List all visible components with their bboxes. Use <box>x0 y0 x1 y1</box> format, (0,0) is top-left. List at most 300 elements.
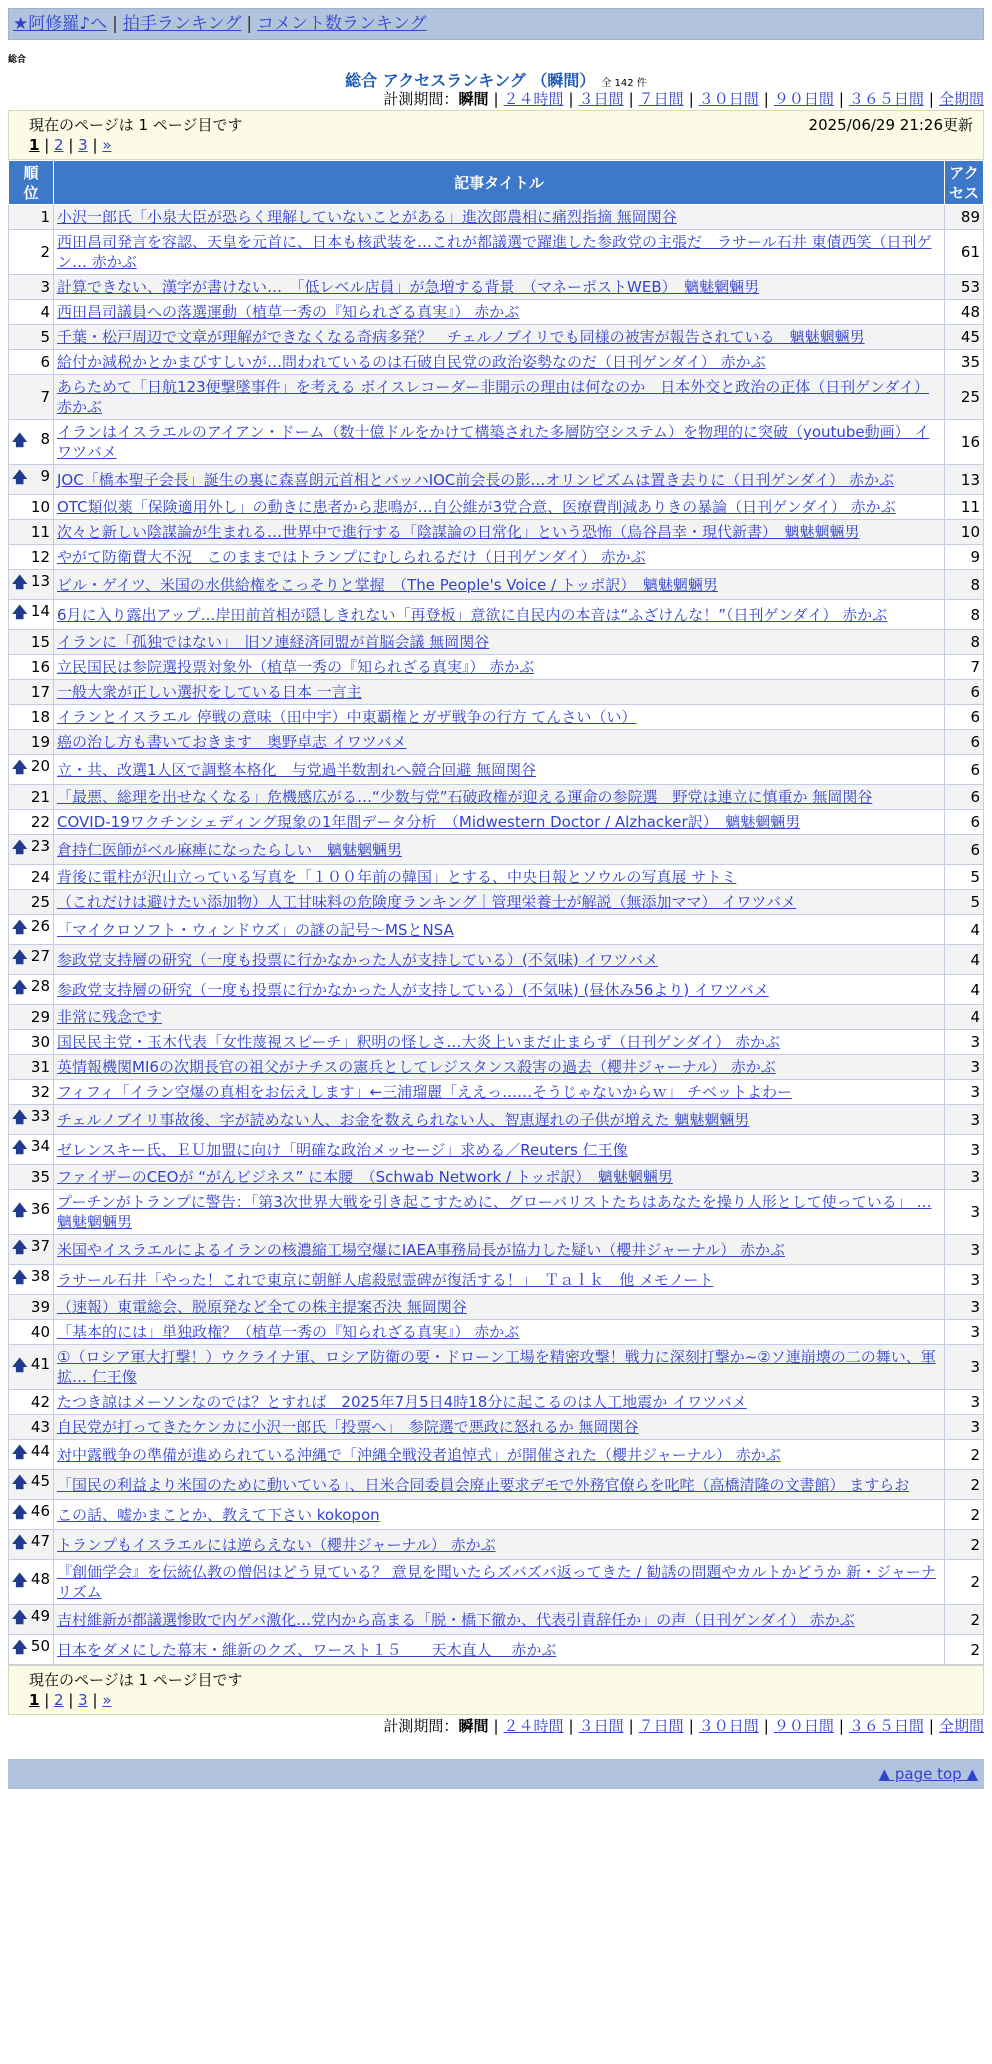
article-link[interactable]: ラサール石井「やった！これで東京に朝鮮人虐殺慰霊碑が復活する！」 Ｔａｌｋ 他 メモノート <box>57 1270 714 1289</box>
table-row <box>9 1635 984 1665</box>
rank-number: 30 <box>30 1033 50 1051</box>
title-cell <box>54 600 945 630</box>
rank-number: 10 <box>30 498 50 516</box>
rank-cell <box>9 755 54 785</box>
period-link[interactable]: ３日間 <box>578 90 624 108</box>
table-row <box>9 1605 984 1635</box>
article-link[interactable]: 次々と新しい陰謀論が生まれる…世界中で進行する「陰謀論の日常化」という恐怖（烏谷昌幸・現代新書） 魑魅魍魎男 <box>57 523 860 541</box>
rank-number: 48 <box>30 1569 50 1588</box>
title-cell <box>54 1055 945 1080</box>
title-cell <box>54 1470 945 1500</box>
table-row <box>9 520 984 545</box>
period-label: 計測期間： <box>383 1717 459 1735</box>
access-count: 48 <box>945 300 984 325</box>
article-link[interactable]: チェルノブイリ事故後、字が読めない人、お金を数えられない人、智恵遅れの子供が増えた 魑魅魍魎男 <box>57 1110 750 1129</box>
period-link[interactable]: ３日間 <box>578 1717 624 1735</box>
article-link[interactable]: （速報）東電総会、脱原発など全ての株主提案否決 無岡関谷 <box>57 1298 467 1316</box>
title-cell <box>54 915 945 945</box>
pager-current-page: 1 <box>29 1691 40 1709</box>
arrow-up-icon: 🡅 <box>12 1200 28 1219</box>
arrow-up-icon: 🡅 <box>12 468 28 486</box>
rank-cell <box>9 1635 54 1665</box>
article-link[interactable]: 西田昌司議員への落選運動（植草一秀の『知られざる真実』） 赤かぶ <box>57 303 520 321</box>
period-separator: | <box>628 90 634 108</box>
table-row <box>9 1345 984 1390</box>
access-count: 3 <box>945 1415 984 1440</box>
access-count: 2 <box>945 1605 984 1635</box>
pager-link[interactable]: » <box>102 1691 112 1709</box>
table-row <box>9 1415 984 1440</box>
rank-cell <box>9 495 54 520</box>
table-row <box>9 600 984 630</box>
table-row <box>9 1295 984 1320</box>
table-row <box>9 1390 984 1415</box>
rank-cell <box>9 835 54 865</box>
pager-current-page: 1 <box>29 136 40 154</box>
pager-separator: | <box>39 136 55 154</box>
rank-number: 47 <box>30 1532 50 1550</box>
title-cell <box>54 205 945 230</box>
arrow-up-icon: 🡅 <box>12 1138 28 1156</box>
period-link[interactable]: ７日間 <box>638 90 684 108</box>
rank-cell <box>9 1560 54 1605</box>
access-count: 6 <box>945 730 984 755</box>
title-cell <box>54 420 945 465</box>
rank-number: 34 <box>30 1137 50 1155</box>
access-count: 6 <box>945 835 984 865</box>
period-link[interactable]: 全期間 <box>938 90 984 108</box>
rank-cell <box>9 205 54 230</box>
table-row <box>9 375 984 420</box>
article-link[interactable]: ①（ロシア軍大打撃！）ウクライナ軍、ロシア防衛の要・ドローン工場を精密攻撃！戦力に深刻打撃か~②ソ連崩壊の二の舞い、軍拡… 仁王像 <box>57 1348 936 1386</box>
ranking-table <box>8 160 984 1665</box>
arrow-up-icon: 🡅 <box>12 918 28 936</box>
access-count: 4 <box>945 915 984 945</box>
access-count: 4 <box>945 975 984 1005</box>
table-row <box>9 1470 984 1500</box>
article-link[interactable]: ビル・ゲイツ、米国の水供給権をこっそりと掌握 （The People's Voice / トッポ訳） 魑魅魍魎男 <box>57 575 718 594</box>
title-cell <box>54 655 945 680</box>
access-count: 9 <box>945 545 984 570</box>
access-count: 5 <box>945 890 984 915</box>
article-link[interactable]: 立民国民は参院選投票対象外（植草一秀の『知られざる真実』） 赤かぶ <box>57 658 535 676</box>
article-link[interactable]: 背後に電柱が沢山立っている写真を「１００年前の韓国」とする、中央日報とソウルの写真展 サトミ <box>57 868 737 886</box>
total-count: 全 142 件 <box>601 78 647 89</box>
table-row <box>9 230 984 275</box>
table-row <box>9 810 984 835</box>
rank-number: 45 <box>30 1472 50 1490</box>
rank-number: 22 <box>30 813 50 831</box>
article-link[interactable]: （これだけは避けたい添加物）人工甘味料の危険度ランキング｜管理栄養士が解説（無添加ママ） イワツバメ <box>57 893 797 911</box>
article-link[interactable]: ファイザーのCEOが “がんビジネス” に本腰 （Schwab Network / トッポ訳） 魑魅魍魎男 <box>57 1168 673 1186</box>
arrow-up-icon: 🡅 <box>12 838 28 856</box>
title-cell <box>54 1345 945 1390</box>
page-info-bottom <box>8 1665 984 1715</box>
title-cell <box>54 1135 945 1165</box>
current-page-text: 現在のページは 1 ページ目です <box>29 116 243 134</box>
access-count: 61 <box>945 230 984 275</box>
period-separator: | <box>928 1717 934 1735</box>
article-link[interactable]: プーチンがトランプに警告：「第3次世界大戦を引き起こすために、グローバリストたちはあなたを操り人形として使っている」 … 魑魅魍魎男 <box>57 1193 932 1231</box>
access-count: 3 <box>945 1055 984 1080</box>
period-link[interactable]: 全期間 <box>938 1717 984 1735</box>
article-link[interactable]: ゼレンスキー氏、ＥＵ加盟に向け「明確な政治メッセージ」求める／Reuters 仁王像 <box>57 1140 628 1159</box>
rank-cell <box>9 230 54 275</box>
rank-cell <box>9 570 54 600</box>
article-link[interactable]: 参政党支持層の研究（一度も投票に行かなかった人が支持している）(不気味) (昼休み56より) イワツバメ <box>57 980 769 999</box>
title-cell <box>54 1390 945 1415</box>
table-row <box>9 865 984 890</box>
table-row <box>9 1500 984 1530</box>
article-link[interactable]: 参政党支持層の研究（一度も投票に行かなかった人が支持している）(不気味) イワツバメ <box>57 950 659 969</box>
article-link[interactable]: 対中露戦争の準備が進められている沖縄で「沖縄全戦没者追悼式」が開催された（櫻井ジャーナル） 赤かぶ <box>57 1445 781 1464</box>
pager-link[interactable]: 3 <box>78 136 88 154</box>
arrow-up-icon: 🡅 <box>12 430 28 449</box>
rank-cell <box>9 680 54 705</box>
rank-number: 2 <box>40 243 50 261</box>
rank-cell <box>9 1080 54 1105</box>
table-row <box>9 495 984 520</box>
article-link[interactable]: イランとイスラエル 停戦の意味（田中宇）中東覇権とガザ戦争の行方 てんさい（い） <box>57 708 637 726</box>
article-link[interactable]: 英情報機関MI6の次期長官の祖父がナチスの憲兵としてレジスタンス殺害の過去（櫻井ジャーナル） 赤かぶ <box>57 1058 776 1076</box>
title-cell <box>54 680 945 705</box>
period-link[interactable]: ３６５日間 <box>848 1717 924 1735</box>
article-link[interactable]: 日本をダメにした幕末・維新のクズ、ワースト１５ 天木直人 赤かぶ <box>57 1640 557 1659</box>
pager-link[interactable]: 3 <box>78 1691 88 1709</box>
article-link[interactable]: トランプもイスラエルには逆らえない（櫻井ジャーナル） 赤かぶ <box>57 1535 496 1554</box>
period-link[interactable]: ７日間 <box>638 1717 684 1735</box>
article-link[interactable]: イランに「孤独ではない」 旧ソ連経済同盟が首脳会議 無岡関谷 <box>57 633 490 651</box>
article-link[interactable]: この話、嘘かまことか、教えて下さい kokopon <box>57 1505 380 1524</box>
access-count: 3 <box>945 1265 984 1295</box>
article-link[interactable]: 小沢一郎氏「小泉大臣が恐らく理解していないことがある」進次郎農相に痛烈指摘 無岡関谷 <box>57 208 677 226</box>
title-cell <box>54 810 945 835</box>
rank-number: 46 <box>30 1502 50 1520</box>
rank-cell <box>9 1030 54 1055</box>
article-link[interactable]: やがて防衛費大不況 このままではトランプにむしられるだけ（日刊ゲンダイ） 赤かぶ <box>57 548 646 566</box>
rank-number: 39 <box>30 1298 50 1316</box>
access-count: 6 <box>945 810 984 835</box>
period-link[interactable]: ２４時間 <box>503 90 564 108</box>
rank-number: 33 <box>30 1107 50 1125</box>
top-nav <box>8 8 984 40</box>
title-cell <box>54 1560 945 1605</box>
table-row <box>9 1440 984 1470</box>
bottom-bar <box>8 1759 984 1789</box>
rank-cell <box>9 1415 54 1440</box>
arrow-up-icon: 🡅 <box>12 1443 28 1461</box>
rank-number: 44 <box>30 1442 50 1460</box>
access-count: 6 <box>945 785 984 810</box>
title-cell <box>54 495 945 520</box>
article-link[interactable]: OTC類似薬「保険適用外し」の動きに患者から悲鳴が…自公維が3党合意、医療費削減ありきの暴論（日刊ゲンダイ） 赤かぶ <box>57 498 896 516</box>
rank-number: 23 <box>30 837 50 855</box>
title-cell <box>54 1415 945 1440</box>
table-row <box>9 975 984 1005</box>
table-row <box>9 755 984 785</box>
period-link[interactable]: ２４時間 <box>503 1717 564 1735</box>
period-link[interactable]: ３６５日間 <box>848 90 924 108</box>
rank-number: 14 <box>30 602 50 620</box>
table-row <box>9 1320 984 1345</box>
title-cell <box>54 835 945 865</box>
pager-separator: | <box>87 1691 103 1709</box>
arrow-up-icon: 🡅 <box>12 1608 28 1626</box>
title-cell <box>54 275 945 300</box>
rank-cell <box>9 1440 54 1470</box>
period-separator: | <box>493 1717 499 1735</box>
period-link[interactable]: ９０日間 <box>773 90 834 108</box>
period-separator: | <box>568 90 574 108</box>
access-count: 8 <box>945 630 984 655</box>
access-count: 2 <box>945 1530 984 1560</box>
title-cell <box>54 865 945 890</box>
access-count: 3 <box>945 1165 984 1190</box>
nav-link-comment-ranking[interactable]: コメント数ランキング <box>257 14 427 34</box>
rank-number: 15 <box>30 633 50 651</box>
period-separator: | <box>763 1717 769 1735</box>
article-link[interactable]: 「基本的には」単独政権？（植草一秀の『知られざる真実』） 赤かぶ <box>57 1323 520 1341</box>
title-cell <box>54 785 945 810</box>
rank-cell <box>9 1055 54 1080</box>
rank-cell <box>9 1500 54 1530</box>
rank-cell <box>9 915 54 945</box>
title-cell <box>54 570 945 600</box>
period-separator: | <box>628 1717 634 1735</box>
access-count: 13 <box>945 465 984 495</box>
article-link[interactable]: 「最悪、総理を出せなくなる」危機感広がる…“少数与党”石破政権が迎える運命の参院選 野党は連立に慎重か 無岡関谷 <box>57 788 873 806</box>
rank-number: 35 <box>30 1168 50 1186</box>
rank-number: 26 <box>30 917 50 935</box>
page-info-top <box>8 110 984 160</box>
title-cell <box>54 1440 945 1470</box>
article-link[interactable]: 米国やイスラエルによるイランの核濃縮工場空爆にIAEA事務局長が協力した疑い（櫻井ジャーナル） 赤かぶ <box>57 1240 785 1259</box>
period-selector-bottom <box>8 1715 984 1737</box>
rank-number: 7 <box>40 388 50 406</box>
access-count: 3 <box>945 1390 984 1415</box>
rank-cell <box>9 1295 54 1320</box>
article-link[interactable]: 吉村維新が都議選惨敗で内ゲバ激化…党内から高まる「脱・橋下徹か、代表引責辞任か」の声（日刊ゲンダイ） 赤かぶ <box>57 1610 855 1629</box>
rank-cell <box>9 465 54 495</box>
title-cell <box>54 1030 945 1055</box>
access-count: 6 <box>945 755 984 785</box>
nav-link-applause-ranking[interactable]: 拍手ランキング <box>122 14 242 34</box>
pager-link[interactable]: » <box>102 136 112 154</box>
table-row <box>9 1105 984 1135</box>
table-row <box>9 785 984 810</box>
rank-number: 31 <box>30 1058 50 1076</box>
period-separator: | <box>688 90 694 108</box>
title-cell <box>54 1295 945 1320</box>
access-count: 4 <box>945 945 984 975</box>
title-cell <box>54 945 945 975</box>
access-count: 35 <box>945 350 984 375</box>
pager-link[interactable]: 2 <box>54 136 64 154</box>
access-count: 4 <box>945 1005 984 1030</box>
rank-number: 50 <box>30 1637 50 1655</box>
title-cell <box>54 520 945 545</box>
rank-number: 27 <box>30 947 50 965</box>
pager-separator: | <box>63 1691 79 1709</box>
arrow-up-icon: 🡅 <box>12 1503 28 1521</box>
header-access: アクセス <box>945 161 984 205</box>
title-cell <box>54 1265 945 1295</box>
rank-cell <box>9 1265 54 1295</box>
article-link[interactable]: 千葉・松戸周辺で文章が理解ができなくなる奇病多発？ チェルノブイリでも同様の被害が報告されている 魑魅魍魎男 <box>57 328 865 346</box>
table-row <box>9 1055 984 1080</box>
access-count: 8 <box>945 600 984 630</box>
nav-separator: | <box>246 14 253 34</box>
table-row <box>9 1530 984 1560</box>
header-rank: 順位 <box>9 161 54 205</box>
access-count: 2 <box>945 1635 984 1665</box>
rank-number: 3 <box>40 278 50 296</box>
pagination-bottom <box>29 1690 973 1710</box>
article-link[interactable]: 『創価学会』を伝統仏教の僧侶はどう見ている？ 意見を聞いたらズバズバ返ってきた / 勧誘の問題やカルトかどうか 新・ジャーナリズム <box>57 1563 936 1601</box>
rank-cell <box>9 275 54 300</box>
period-selector-top <box>8 88 984 110</box>
title-cell <box>54 1080 945 1105</box>
title-cell <box>54 890 945 915</box>
rank-number: 29 <box>30 1008 50 1026</box>
arrow-up-icon: 🡅 <box>12 573 28 591</box>
article-link[interactable]: 癌の治し方も書いておきます 奥野卓志 イワツバメ <box>57 733 407 751</box>
article-link[interactable]: COVID-19ワクチンシェディング現象の1年間データ分析 （Midwestern Doctor / Alzhacker訳） 魑魅魍魎男 <box>57 813 801 831</box>
rank-cell <box>9 520 54 545</box>
article-link[interactable]: 立・共、改選1人区で調整本格化 与党過半数割れへ競合回避 無岡関谷 <box>57 760 537 779</box>
rank-cell <box>9 1605 54 1635</box>
access-count: 16 <box>945 420 984 465</box>
period-link[interactable]: ９０日間 <box>773 1717 834 1735</box>
access-count: 6 <box>945 705 984 730</box>
rank-cell <box>9 545 54 570</box>
article-link[interactable]: 非常に残念です <box>57 1008 163 1026</box>
article-link[interactable]: あらためて「日航123便撃墜事件」を考える ボイスレコーダー非開示の理由は何なのか 日本外交と政治の正体（日刊ゲンダイ） 赤かぶ <box>57 378 930 416</box>
rank-cell <box>9 300 54 325</box>
article-link[interactable]: 国民民主党・玉木代表「女性蔑視スピーチ」釈明の怪しさ…大炎上いまだ止まらず（日刊ゲンダイ） 赤かぶ <box>57 1033 780 1051</box>
table-row <box>9 325 984 350</box>
access-count: 89 <box>945 205 984 230</box>
access-count: 10 <box>945 520 984 545</box>
pagination-top <box>29 135 973 155</box>
rank-cell <box>9 1530 54 1560</box>
pager-separator: | <box>39 1691 55 1709</box>
period-separator: | <box>838 1717 844 1735</box>
nav-link-home[interactable]: ★阿修羅♪へ <box>13 14 108 34</box>
access-count: 2 <box>945 1560 984 1605</box>
article-link[interactable]: 「国民の利益より米国のために動いている」、日米合同委員会廃止要求デモで外務官僚らを叱咤（高橋清隆の文書館） ますらお <box>57 1475 910 1494</box>
rank-number: 16 <box>30 658 50 676</box>
article-link[interactable]: 西田昌司発言を容認、天皇を元首に、日本も核武装を…これが都議選で躍進した参政党の主張だ ラサール石井 東債西笑（日刊ゲン… 赤かぶ <box>57 233 932 271</box>
rank-cell <box>9 1005 54 1030</box>
rank-cell <box>9 1190 54 1235</box>
rank-number: 42 <box>30 1393 50 1411</box>
table-row <box>9 1560 984 1605</box>
article-link[interactable]: 一般大衆が正しい選択をしている日本 一言主 <box>57 683 362 701</box>
title-cell <box>54 975 945 1005</box>
rank-cell <box>9 730 54 755</box>
arrow-up-icon: 🡅 <box>12 1570 28 1589</box>
page-top-link[interactable]: ▲ page top ▲ <box>878 1765 978 1783</box>
article-link[interactable]: 給付か減税かとかまびすしいが…問われているのは石破自民党の政治姿勢なのだ（日刊ゲンダイ） 赤かぶ <box>57 353 766 371</box>
table-row <box>9 420 984 465</box>
access-count: 11 <box>945 495 984 520</box>
rank-cell <box>9 705 54 730</box>
title-cell <box>54 1530 945 1560</box>
arrow-up-icon: 🡅 <box>12 1533 28 1551</box>
rank-cell <box>9 1320 54 1345</box>
article-link[interactable]: 自民党が打ってきたケンカに小沢一郎氏「投票へ」 参院選で悪政に怒れるか 無岡関谷 <box>57 1418 639 1436</box>
period-link[interactable]: ３０日間 <box>698 90 759 108</box>
table-row <box>9 1030 984 1055</box>
title-cell <box>54 350 945 375</box>
access-count: 7 <box>945 655 984 680</box>
title-cell <box>54 705 945 730</box>
access-count: 3 <box>945 1190 984 1235</box>
table-row <box>9 350 984 375</box>
title-cell <box>54 1190 945 1235</box>
access-count: 6 <box>945 680 984 705</box>
article-link[interactable]: 6月に入り露出アップ…岸田前首相が隠しきれない「再登板」意欲に自民内の本音は“ふざけんな！”（日刊ゲンダイ） 赤かぶ <box>57 605 888 624</box>
article-link[interactable]: 倉持仁医師がベル麻痺になったらしい 魑魅魍魎男 <box>57 840 403 859</box>
article-link[interactable]: 「マイクロソフト・ウィンドウズ」の謎の記号〜MSとNSA <box>57 920 454 939</box>
current-page-text: 現在のページは 1 ページ目です <box>29 1671 243 1689</box>
header-title: 記事タイトル <box>54 161 945 205</box>
rank-number: 32 <box>30 1083 50 1101</box>
article-link[interactable]: 計算できない、漢字が書けない… 「低レベル店員」が急増する背景 （マネーポストWEB） 魑魅魍魎男 <box>57 278 760 296</box>
nav-separator: | <box>112 14 118 34</box>
arrow-up-icon: 🡅 <box>12 758 28 776</box>
table-row <box>9 835 984 865</box>
table-row <box>9 545 984 570</box>
access-count: 3 <box>945 1105 984 1135</box>
period-current: 瞬間 <box>458 90 489 108</box>
access-count: 45 <box>945 325 984 350</box>
article-link[interactable]: JOC「橋本聖子会長」誕生の裏に森喜朗元首相とバッハIOC前会長の影…オリンピズムは置き去りに（日刊ゲンダイ） 赤かぶ <box>57 470 894 489</box>
arrow-up-icon: 🡅 <box>12 1638 28 1656</box>
rank-cell <box>9 1390 54 1415</box>
arrow-up-icon: 🡅 <box>12 978 28 996</box>
rank-number: 17 <box>30 683 50 701</box>
access-count: 8 <box>945 570 984 600</box>
access-count: 3 <box>945 1235 984 1265</box>
article-link[interactable]: たつき諒はメーソンなのでは？とすれば 2025年7月5日4時18分に起こるのは人工地震か イワツバメ <box>57 1393 747 1411</box>
rank-cell <box>9 975 54 1005</box>
title-cell <box>54 300 945 325</box>
period-separator: | <box>763 90 769 108</box>
rank-number: 19 <box>30 733 50 751</box>
access-count: 3 <box>945 1295 984 1320</box>
article-link[interactable]: フィフィ「イラン空爆の真相をお伝えします」←三浦瑠麗「ええっ……そうじゃないからｗ」 チベットよわー <box>57 1083 792 1101</box>
rank-number: 43 <box>30 1418 50 1436</box>
pager-link[interactable]: 2 <box>54 1691 64 1709</box>
table-row <box>9 1235 984 1265</box>
period-label: 計測期間： <box>383 90 459 108</box>
table-row <box>9 680 984 705</box>
title-cell <box>54 1635 945 1665</box>
rank-number: 13 <box>30 572 50 590</box>
period-link[interactable]: ３０日間 <box>698 1717 759 1735</box>
arrow-up-icon: 🡅 <box>12 1473 28 1491</box>
rank-number: 12 <box>30 548 50 566</box>
rank-number: 18 <box>30 708 50 726</box>
article-link[interactable]: イランはイスラエルのアイアン・ドーム（数十億ドルをかけて構築された多層防空システム）を物理的に突破（youtube動画） イワツバメ <box>57 423 930 461</box>
period-separator: | <box>568 1717 574 1735</box>
rank-cell <box>9 810 54 835</box>
title-cell <box>54 1165 945 1190</box>
rank-cell <box>9 1135 54 1165</box>
pager-separator: | <box>63 136 79 154</box>
